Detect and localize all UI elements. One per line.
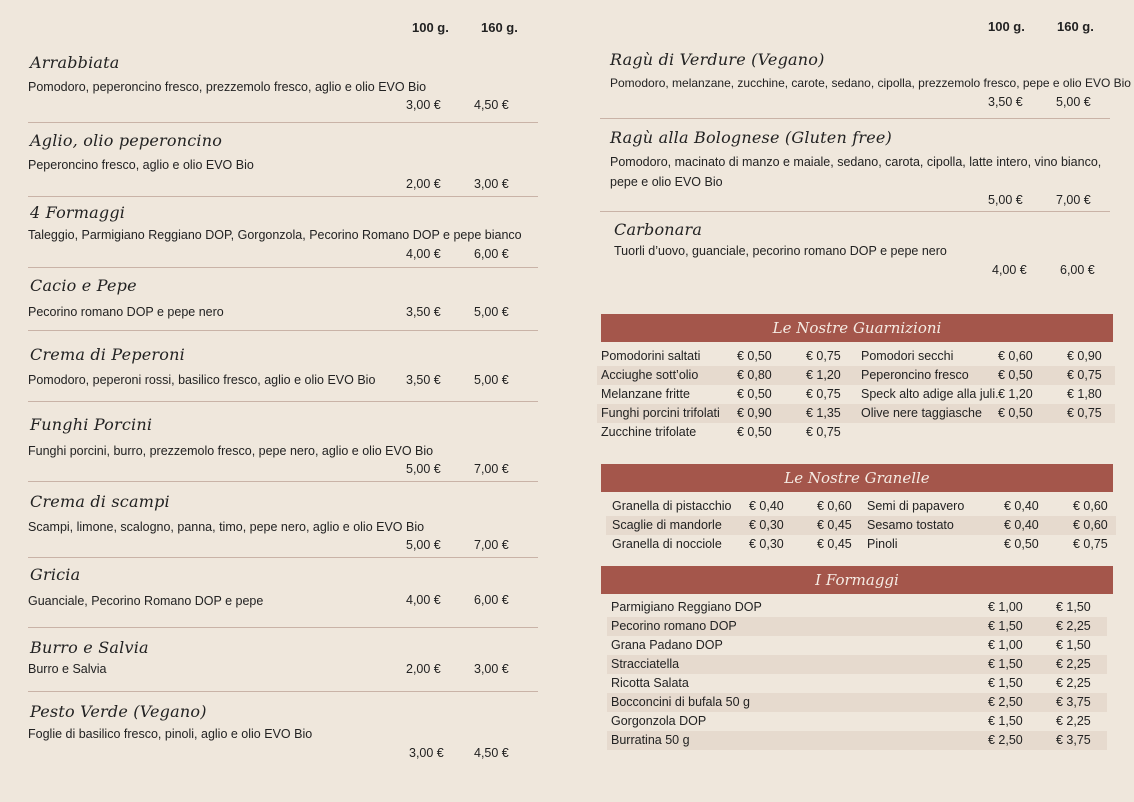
item-name: Speck alto adige alla juli. [861,387,999,401]
price-100g: 3,00 € [406,98,441,112]
price-160g: 7,00 € [1056,193,1091,207]
item-name: Pinoli [867,537,898,551]
price-100g: € 0,30 [749,518,784,532]
price-100g: € 2,50 [988,733,1023,747]
price-160g: € 0,75 [806,387,841,401]
price-100g: € 0,90 [737,406,772,420]
price-100g: 3,00 € [409,746,444,760]
price-100g: € 0,50 [737,349,772,363]
dish-name: Burro e Salvia [30,638,149,657]
price-100g: € 0,60 [998,349,1033,363]
price-160g: € 2,25 [1056,657,1091,671]
item-name: Pomodori secchi [861,349,954,363]
price-100g: 3,50 € [406,373,441,387]
price-100g: € 2,50 [988,695,1023,709]
section-header-formaggi: I Formaggi [601,566,1113,594]
item-name: Burratina 50 g [611,733,690,747]
divider [28,691,538,692]
price-160g: € 2,25 [1056,619,1091,633]
dish-description: Taleggio, Parmigiano Reggiano DOP, Gorgonzola, Pecorino Romano DOP e pepe bianco [28,228,522,242]
table-row [607,674,1107,693]
price-160g: 3,00 € [474,662,509,676]
table-row [597,385,1115,404]
right-header-100g: 100 g. [988,19,1025,34]
dish-name: Crema di scampi [30,492,170,511]
item-name: Granella di nocciole [612,537,722,551]
item-name: Melanzane fritte [601,387,690,401]
price-160g: 4,50 € [474,746,509,760]
table-row [597,423,857,442]
divider [28,267,538,268]
price-160g: € 3,75 [1056,695,1091,709]
item-name: Stracciatella [611,657,680,671]
price-100g: 3,50 € [988,95,1023,109]
table-row [607,693,1107,712]
divider [28,196,538,197]
section-header-guarnizioni: Le Nostre Guarnizioni [601,314,1113,342]
dish-description: Foglie di basilico fresco, pinoli, aglio e olio EVO Bio [28,727,313,741]
price-160g: € 0,75 [1073,537,1108,551]
price-100g: 4,00 € [406,247,441,261]
price-100g: € 0,50 [1004,537,1039,551]
dish-name: Ragù di Verdure (Vegano) [610,50,825,69]
dish-description-line2: pepe e olio EVO Bio [610,175,723,189]
section-header-granelle: Le Nostre Granelle [601,464,1113,492]
dish-name: Cacio e Pepe [30,276,137,295]
price-100g: € 1,50 [988,714,1023,728]
price-160g: 7,00 € [474,538,509,552]
divider [28,481,538,482]
price-100g: 5,00 € [406,462,441,476]
dish-description: Peperoncino fresco, aglio e olio EVO Bio [28,158,254,172]
dish-name: 4 Formaggi [30,203,126,222]
price-100g: € 1,20 [998,387,1033,401]
price-160g: € 1,35 [806,406,841,420]
price-100g: € 0,50 [737,425,772,439]
item-name: Pecorino romano DOP [611,619,737,633]
price-160g: € 0,75 [1067,368,1102,382]
item-name: Olive nere taggiasche [861,406,982,420]
dish-description: Pecorino romano DOP e pepe nero [28,305,224,319]
price-100g: 2,00 € [406,662,441,676]
price-160g: € 3,75 [1056,733,1091,747]
item-name: Funghi porcini trifolati [601,406,720,420]
divider [28,330,538,331]
item-name: Bocconcini di bufala 50 g [611,695,750,709]
price-100g: € 1,50 [988,676,1023,690]
price-160g: € 1,50 [1056,638,1091,652]
price-160g: € 0,75 [806,349,841,363]
price-100g: € 0,80 [737,368,772,382]
dish-description: Funghi porcini, burro, prezzemolo fresco, pepe nero, aglio e olio EVO Bio [28,444,434,458]
price-100g: € 0,40 [1004,499,1039,513]
price-100g: € 0,50 [998,368,1033,382]
price-100g: 2,00 € [406,177,441,191]
price-100g: € 0,40 [1004,518,1039,532]
table-row [597,347,1115,366]
price-160g: 3,00 € [474,177,509,191]
divider [28,557,538,558]
dish-name: Carbonara [614,220,703,239]
price-160g: € 0,60 [1073,518,1108,532]
dish-name: Gricia [30,565,81,584]
price-100g: € 1,50 [988,657,1023,671]
price-160g: € 0,60 [1073,499,1108,513]
table-row [607,655,1107,674]
price-160g: € 0,75 [806,425,841,439]
divider [28,122,538,123]
price-160g: € 0,60 [817,499,852,513]
item-name: Semi di papavero [867,499,965,513]
price-100g: 3,50 € [406,305,441,319]
price-100g: € 0,30 [749,537,784,551]
price-160g: € 1,20 [806,368,841,382]
price-160g: € 0,45 [817,537,852,551]
dish-name: Arrabbiata [30,53,120,72]
price-160g: € 1,80 [1067,387,1102,401]
price-100g: 4,00 € [992,263,1027,277]
price-100g: € 1,00 [988,600,1023,614]
price-100g: € 1,50 [988,619,1023,633]
dish-description: Tuorli d’uovo, guanciale, pecorino romano DOP e pepe nero [614,244,947,258]
price-100g: € 1,00 [988,638,1023,652]
table-row [607,617,1107,636]
dish-name: Ragù alla Bolognese (Gluten free) [610,128,892,147]
dish-description: Burro e Salvia [28,662,107,676]
price-160g: € 0,45 [817,518,852,532]
item-name: Scaglie di mandorle [612,518,722,532]
item-name: Ricotta Salata [611,676,689,690]
price-160g: 6,00 € [474,247,509,261]
table-row [607,712,1107,731]
left-header-160g: 160 g. [481,20,518,35]
item-name: Grana Padano DOP [611,638,723,652]
dish-description: Scampi, limone, scalogno, panna, timo, pepe nero, aglio e olio EVO Bio [28,520,425,534]
price-160g: € 2,25 [1056,714,1091,728]
price-160g: € 0,90 [1067,349,1102,363]
price-100g: 5,00 € [988,193,1023,207]
left-header-100g: 100 g. [412,20,449,35]
item-name: Gorgonzola DOP [611,714,707,728]
item-name: Granella di pistacchio [612,499,732,513]
item-name: Zucchine trifolate [601,425,697,439]
price-160g: 4,50 € [474,98,509,112]
right-header-160g: 160 g. [1057,19,1094,34]
item-name: Peperoncino fresco [861,368,969,382]
table-row [606,535,1116,554]
dish-name: Aglio, olio peperoncino [30,131,223,150]
table-row [597,404,1115,423]
price-100g: € 0,50 [737,387,772,401]
table-row [606,497,1116,516]
dish-name: Crema di Peperoni [30,345,185,364]
dish-description: Pomodoro, peperoncino fresco, prezzemolo fresco, aglio e olio EVO Bio [28,80,427,94]
price-100g: € 0,50 [998,406,1033,420]
table-row [607,598,1107,617]
table-row [606,516,1116,535]
item-name: Acciughe sott’olio [601,368,699,382]
price-160g: € 2,25 [1056,676,1091,690]
price-100g: 5,00 € [406,538,441,552]
table-row [607,731,1107,750]
price-160g: 5,00 € [1056,95,1091,109]
divider [600,211,1110,212]
item-name: Sesamo tostato [867,518,954,532]
price-100g: € 0,40 [749,499,784,513]
dish-name: Pesto Verde (Vegano) [30,702,207,721]
divider [28,401,538,402]
dish-description: Pomodoro, peperoni rossi, basilico fresco, aglio e olio EVO Bio [28,373,376,387]
price-160g: 7,00 € [474,462,509,476]
table-row [597,366,1115,385]
dish-description: Pomodoro, melanzane, zucchine, carote, sedano, cipolla, prezzemolo fresco, pepe e olio EVO Bio [610,76,1131,90]
price-160g: 6,00 € [474,593,509,607]
divider [28,627,538,628]
item-name: Parmigiano Reggiano DOP [611,600,762,614]
price-160g: 6,00 € [1060,263,1095,277]
price-100g: 4,00 € [406,593,441,607]
divider [600,118,1110,119]
dish-name: Funghi Porcini [30,415,153,434]
dish-description: Pomodoro, macinato di manzo e maiale, sedano, carota, cipolla, latte intero, vino bianco, [610,155,1102,169]
item-name: Pomodorini saltati [601,349,701,363]
price-160g: 5,00 € [474,305,509,319]
price-160g: € 1,50 [1056,600,1091,614]
table-row [607,636,1107,655]
price-160g: 5,00 € [474,373,509,387]
dish-description: Guanciale, Pecorino Romano DOP e pepe [28,594,264,608]
price-160g: € 0,75 [1067,406,1102,420]
